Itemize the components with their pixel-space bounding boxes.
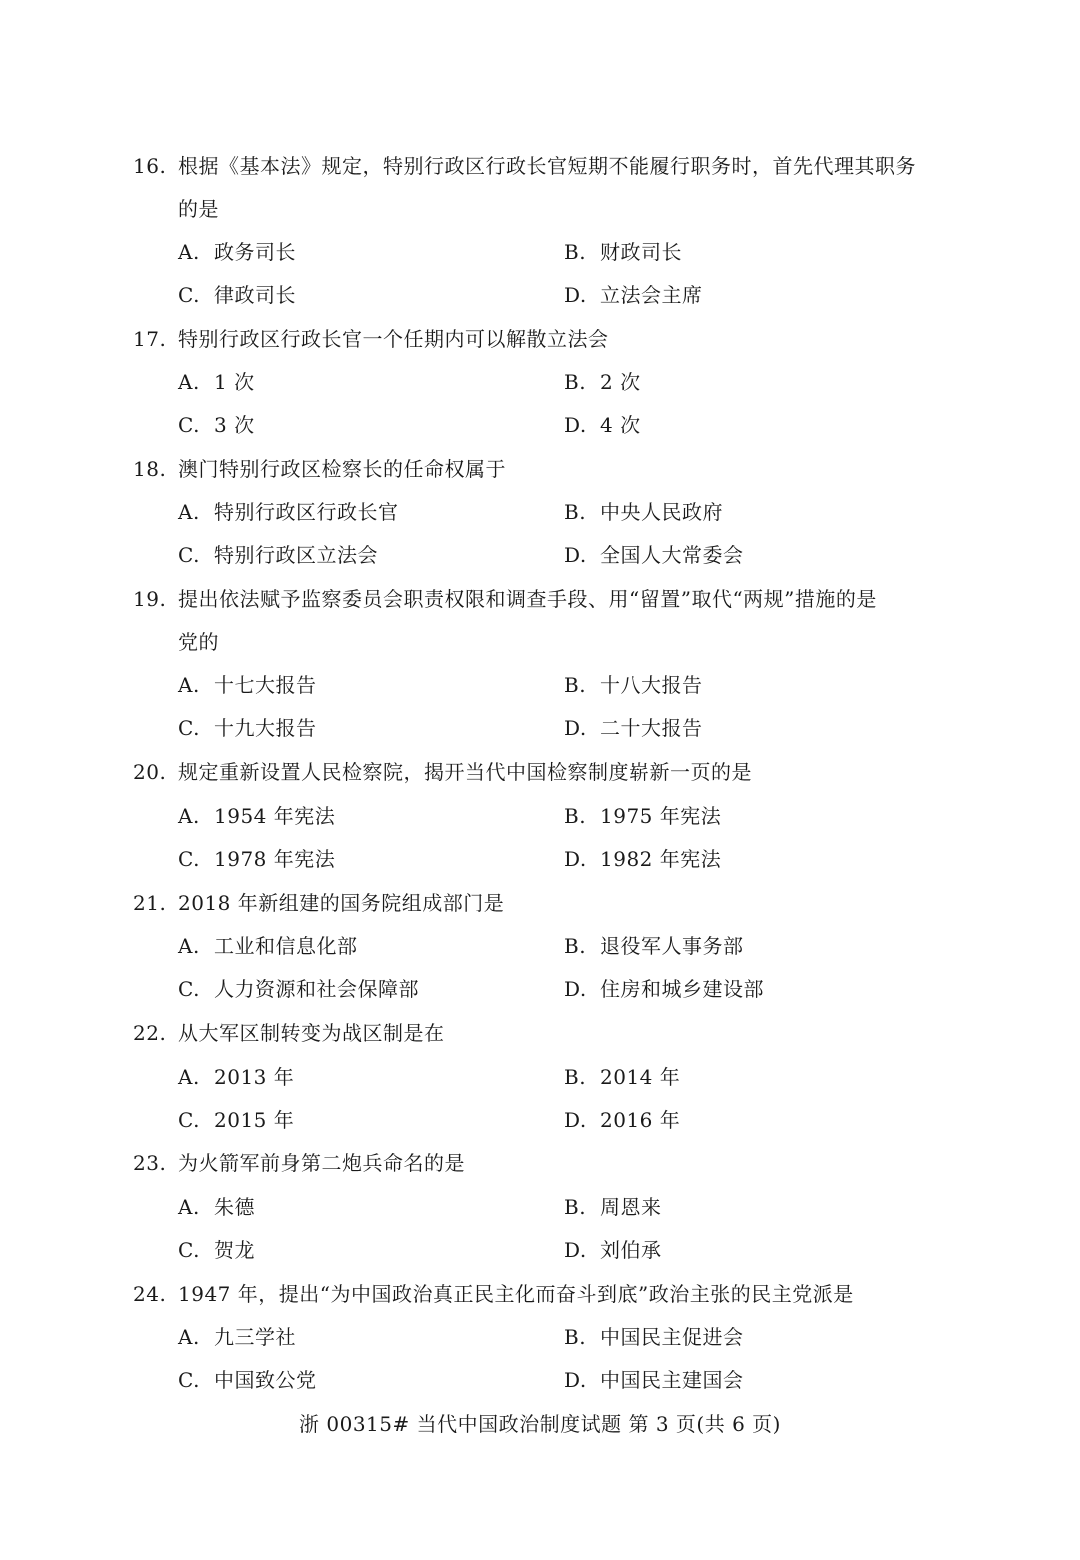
- option-a: [178, 800, 335, 832]
- option-letter: D.: [564, 716, 587, 740]
- option-d: [564, 712, 703, 744]
- option-letter: C.: [178, 413, 200, 437]
- option-text: 3 次: [214, 413, 255, 437]
- option-letter: C.: [178, 977, 200, 1001]
- option-letter: D.: [564, 413, 587, 437]
- option-b: [564, 496, 723, 528]
- question-number: 18.: [133, 457, 167, 481]
- question-number: 21.: [133, 891, 167, 915]
- option-letter: D.: [564, 1238, 587, 1262]
- option-c: [178, 409, 255, 441]
- option-text: 财政司长: [600, 240, 682, 264]
- option-letter: B.: [564, 934, 587, 958]
- option-letter: C.: [178, 1108, 200, 1132]
- option-a: [178, 1321, 296, 1353]
- question-text-continued: 的是: [178, 197, 219, 221]
- question-text: 1947 年，提出“为中国政治真正民主化而奋斗到底”政治主张的民主党派是: [178, 1282, 854, 1306]
- option-letter: B.: [564, 500, 587, 524]
- option-letter: A.: [178, 1325, 200, 1349]
- option-text: 九三学社: [214, 1325, 296, 1349]
- question-number: 23.: [133, 1151, 167, 1175]
- option-letter: B.: [564, 673, 587, 697]
- question-text: 根据《基本法》规定，特别行政区行政长官短期不能履行职务时，首先代理其职务: [178, 154, 916, 178]
- question-number: 22.: [133, 1021, 167, 1045]
- option-a: [178, 669, 317, 701]
- option-letter: D.: [564, 847, 587, 871]
- option-text: 中央人民政府: [600, 500, 723, 524]
- option-text: 周恩来: [600, 1195, 662, 1219]
- option-text: 中国民主促进会: [600, 1325, 744, 1349]
- option-text: 特别行政区行政长官: [214, 500, 399, 524]
- option-letter: B.: [564, 804, 587, 828]
- option-text: 退役军人事务部: [600, 934, 744, 958]
- option-d: [564, 973, 764, 1005]
- option-d: [564, 539, 744, 571]
- option-text: 十八大报告: [600, 673, 703, 697]
- option-letter: A.: [178, 240, 200, 264]
- option-c: [178, 973, 419, 1005]
- option-text: 工业和信息化部: [214, 934, 358, 958]
- option-d: [564, 843, 721, 875]
- option-a: [178, 496, 399, 528]
- question-text: 提出依法赋予监察委员会职责权限和调查手段、用“留置”取代“两规”措施的是: [178, 587, 877, 611]
- option-d: [564, 1104, 680, 1136]
- option-d: [564, 1234, 662, 1266]
- option-text: 二十大报告: [600, 716, 703, 740]
- option-c: [178, 1234, 255, 1266]
- option-b: [564, 1191, 662, 1223]
- option-letter: D.: [564, 1368, 587, 1392]
- option-letter: C.: [178, 1238, 200, 1262]
- option-text: 1 次: [214, 370, 255, 394]
- question-number: 20.: [133, 760, 167, 784]
- option-letter: B.: [564, 240, 587, 264]
- option-text: 2014 年: [600, 1065, 681, 1089]
- option-b: [564, 669, 703, 701]
- option-text: 中国致公党: [214, 1368, 317, 1392]
- option-text: 特别行政区立法会: [214, 543, 378, 567]
- option-letter: D.: [564, 283, 587, 307]
- option-text: 中国民主建国会: [600, 1368, 744, 1392]
- option-d: [564, 1364, 744, 1396]
- option-letter: D.: [564, 1108, 587, 1132]
- option-d: [564, 409, 641, 441]
- option-letter: B.: [564, 1065, 587, 1089]
- option-text: 4 次: [600, 413, 641, 437]
- question-text: 2018 年新组建的国务院组成部门是: [178, 891, 505, 915]
- question-text-continued: 党的: [178, 630, 219, 654]
- question-text: 澳门特别行政区检察长的任命权属于: [178, 457, 506, 481]
- option-letter: B.: [564, 1195, 587, 1219]
- question-text: 规定重新设置人民检察院，揭开当代中国检察制度崭新一页的是: [178, 760, 752, 784]
- option-text: 十九大报告: [214, 716, 317, 740]
- option-a: [178, 366, 255, 398]
- option-text: 政务司长: [214, 240, 296, 264]
- question-text: 特别行政区行政长官一个任期内可以解散立法会: [178, 327, 609, 351]
- option-c: [178, 1364, 317, 1396]
- option-c: [178, 843, 335, 875]
- option-a: [178, 236, 296, 268]
- option-text: 2 次: [600, 370, 641, 394]
- option-text: 1954 年宪法: [214, 804, 336, 828]
- option-letter: D.: [564, 543, 587, 567]
- option-text: 1978 年宪法: [214, 847, 336, 871]
- option-a: [178, 930, 358, 962]
- option-text: 立法会主席: [600, 283, 703, 307]
- option-a: [178, 1191, 255, 1223]
- question-number: 16.: [133, 154, 167, 178]
- option-letter: B.: [564, 370, 587, 394]
- option-letter: B.: [564, 1325, 587, 1349]
- option-text: 1982 年宪法: [600, 847, 722, 871]
- option-letter: A.: [178, 1065, 200, 1089]
- option-b: [564, 1061, 680, 1093]
- option-letter: C.: [178, 543, 200, 567]
- option-letter: A.: [178, 804, 200, 828]
- option-b: [564, 1321, 744, 1353]
- option-text: 住房和城乡建设部: [600, 977, 764, 1001]
- question-number: 17.: [133, 327, 167, 351]
- option-letter: A.: [178, 1195, 200, 1219]
- option-c: [178, 539, 378, 571]
- option-letter: A.: [178, 934, 200, 958]
- option-text: 2016 年: [600, 1108, 681, 1132]
- page-footer: 浙 00315# 当代中国政治制度试题 第 3 页(共 6 页): [299, 1412, 781, 1436]
- option-b: [564, 236, 682, 268]
- option-text: 全国人大常委会: [600, 543, 744, 567]
- option-letter: A.: [178, 500, 200, 524]
- question-number: 19.: [133, 587, 167, 611]
- option-letter: A.: [178, 673, 200, 697]
- option-letter: C.: [178, 283, 200, 307]
- option-c: [178, 712, 317, 744]
- option-letter: C.: [178, 716, 200, 740]
- option-letter: C.: [178, 847, 200, 871]
- option-a: [178, 1061, 294, 1093]
- option-text: 2013 年: [214, 1065, 295, 1089]
- option-text: 2015 年: [214, 1108, 295, 1132]
- option-text: 刘伯承: [600, 1238, 662, 1262]
- option-text: 贺龙: [214, 1238, 255, 1262]
- option-letter: C.: [178, 1368, 200, 1392]
- option-text: 十七大报告: [214, 673, 317, 697]
- option-c: [178, 279, 296, 311]
- question-text: 为火箭军前身第二炮兵命名的是: [178, 1151, 465, 1175]
- question-text: 从大军区制转变为战区制是在: [178, 1021, 445, 1045]
- option-b: [564, 800, 721, 832]
- option-text: 律政司长: [214, 283, 296, 307]
- option-b: [564, 366, 641, 398]
- option-text: 1975 年宪法: [600, 804, 722, 828]
- option-text: 朱德: [214, 1195, 255, 1219]
- option-letter: D.: [564, 977, 587, 1001]
- option-letter: A.: [178, 370, 200, 394]
- option-d: [564, 279, 703, 311]
- question-number: 24.: [133, 1282, 167, 1306]
- option-c: [178, 1104, 294, 1136]
- option-b: [564, 930, 744, 962]
- option-text: 人力资源和社会保障部: [214, 977, 419, 1001]
